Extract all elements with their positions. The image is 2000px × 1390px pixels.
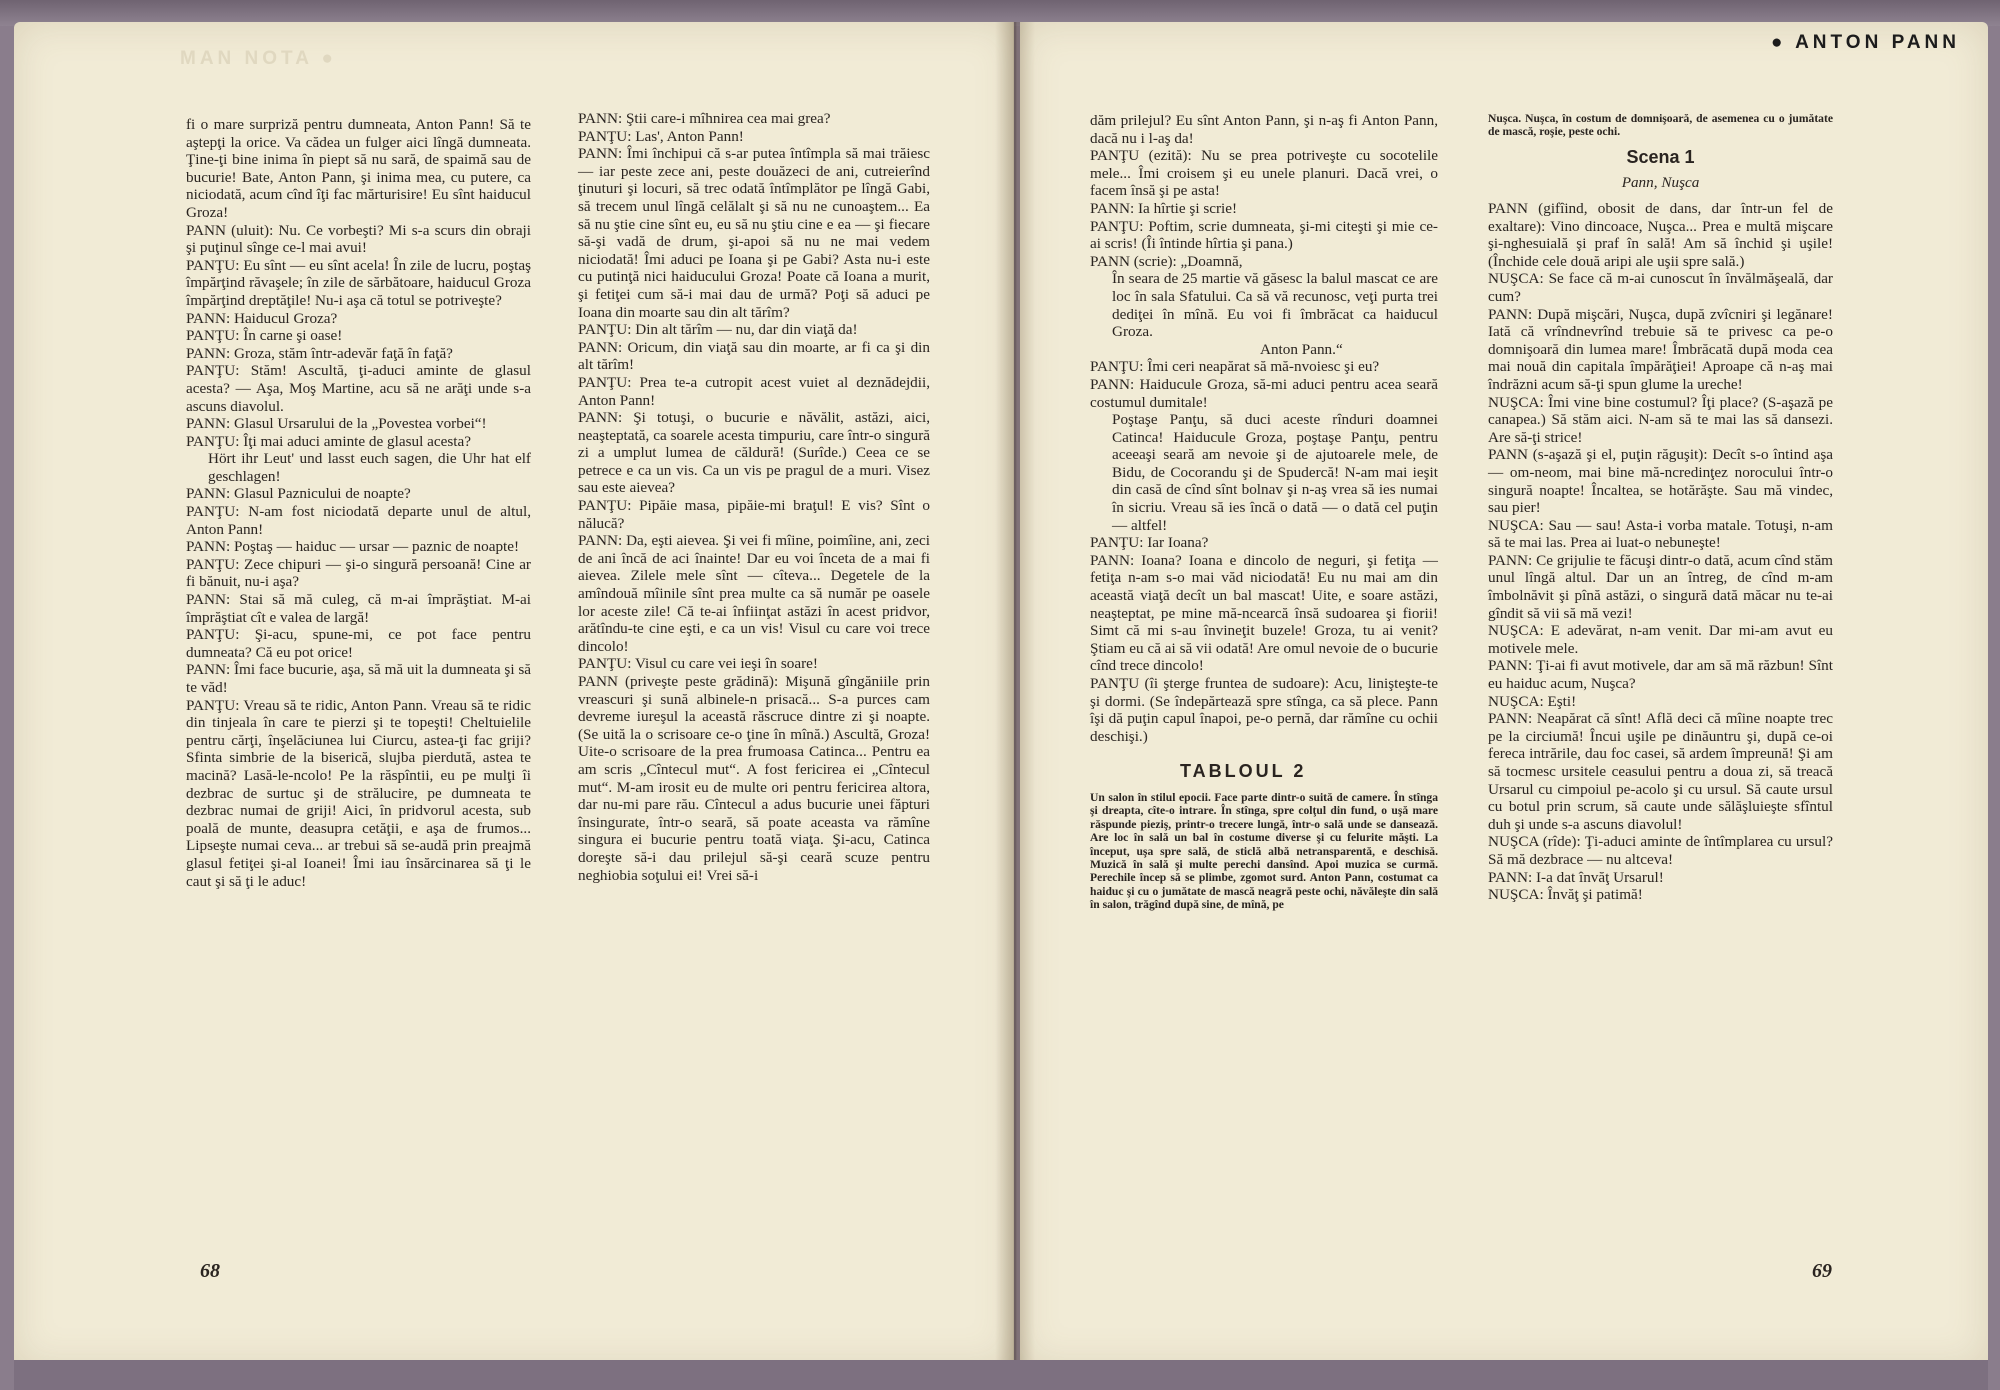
- paragraph: PANN (gifîind, obosit de dans, dar într-un fel de exaltare): Vino dincoace, Nuşca... Prea e multă mişcare şi-nghesuială şi praf în sală! Am să închid şi uşile! (Închide cele două aripi ale uşii spre sală.): [1488, 200, 1833, 270]
- paragraph: PANŢU: Îţi mai aduci aminte de glasul acesta?: [186, 432, 471, 450]
- page-number-right: 69: [1812, 1260, 1832, 1282]
- paragraph: NUŞCA (rîde): Ţi-aduci aminte de întîmplarea cu ursul? Să mă dezbrace — nu altceva!: [1488, 833, 1833, 868]
- paragraph: PANN (s-aşază şi el, puţin răguşit): Decît s-o întind aşa — om-neom, mai bine mă-ncredinţez norocului într-o singură noapte! Încaltea, se hotărăşte. Sau mă vindec, sau pier!: [1488, 446, 1833, 517]
- paragraph: PANN: Ia hîrtie şi scrie!: [1090, 199, 1238, 217]
- paragraph: PANŢU: Din alt tărîm — nu, dar din viaţă da!: [578, 321, 858, 339]
- column-2: [578, 110, 930, 884]
- paragraph: PANN: Neapărat că sînt! Află deci că mîine noapte trec pe la circiumă! Încui uşile pe dinăuntru şi, după ce-oi fereca intrările, dau foc casei, să ardem împreună! Şi am să tocmesc ursitele ceasului pentru a doua zi, să treacă Ursarul cu cimpoiul pe-acolo şi cu ursul. Să caute ursul cu botul prin scrum, să caute unde sălăşluieşte sfîntul duh şi unde s-a ascuns diavolul!: [1488, 710, 1833, 833]
- letter-body: În seara de 25 martie vă găsesc la balul mascat ce are loc în sala Sfatului. Ca să vă recunosc, veţi purta trei dediţei în mînă. Eu voi fi îmbrăcat ca haiducul Groza.: [1112, 270, 1438, 341]
- paragraph: dăm prilejul? Eu sînt Anton Pann, şi n-aş fi Anton Pann, dacă nu i l-aş da!: [1090, 112, 1438, 147]
- running-head: ● ANTON PANN: [1771, 32, 1960, 53]
- column-1: [186, 116, 531, 890]
- page-number-left: 68: [200, 1260, 220, 1282]
- paragraph: PANN: Îmi închipui că s-ar putea întîmpla să mai trăiesc — iar peste zece ani, peste douăzeci de ani, cutreierînd ţinuturi şi locuri, să trec odată întîmplător pe lîngă Gabi, să trecem unul lîngă celălalt şi să nu ne cunoaştem... Ea să nu ştie cine sînt eu, eu să nu ştiu cine e ea — şi fiecare să-şi vadă de drum, şi-apoi să nu ne mai vedem niciodată! Îmi aduci pe Ioana şi pe Gabi? Asta nu-i este cu putinţă nici haiducului Groza! Poate că Ioana a murit, şi fetiţei cum să-i mai dau de urmă? Poţi să aduci pe Ioana din moarte sau din alt tărîm?: [578, 145, 930, 321]
- ghost-running-head: MAN NOTA ●: [180, 48, 338, 69]
- paragraph: PANN: Glasul Paznicului de noapte?: [186, 485, 411, 503]
- song-verse: Hört ihr Leut' und lasst euch sagen, die Uhr hat elf geschlagen!: [208, 450, 531, 485]
- tablou-heading: TABLOUL 2: [1180, 761, 1307, 782]
- scene-characters: Pann, Nuşca: [1621, 174, 1700, 192]
- book-lower-edge: [14, 1360, 1988, 1390]
- paragraph: PANN (scrie): „Doamnă,: [1090, 252, 1243, 270]
- paragraph: PANŢU: Zece chipuri — şi-o singură persoană! Cine ar fi bănuit, nu-i aşa?: [186, 555, 531, 591]
- paragraph: PANN: Groza, stăm într-adevăr faţă în faţă?: [186, 344, 453, 362]
- paragraph: PANN: Poştaş — haiduc — ursar — paznic de noapte!: [186, 538, 520, 556]
- paragraph: NUŞCA: Îmi vine bine costumul? Îţi place? (S-aşază pe canapea.) Să stăm aici. N-am să te mai las să dansezi. Are să-ţi strice!: [1488, 393, 1833, 446]
- paragraph: fi o mare surpriză pentru dumneata, Anton Pann! Să te aştepţi la orice. Va cădea un fulger aici lîngă dumneata. Ţine-ţi bine inima în piept să nu sară, de spaimă sau de bucurie! Bate, Anton Pann, şi inima mea, cu putere, ca niciodată, acum cînd îţi fac mărturisire! Eu sînt haiducul Groza!: [186, 116, 531, 221]
- paragraph: PANŢU: Stăm! Ascultă, ţi-aduci aminte de glasul acesta? — Aşa, Moş Martine, acu să ne arăţi unde s-a ascuns diavolul.: [186, 362, 531, 415]
- paragraph: PANN: Haiducule Groza, să-mi aduci pentru acea seară costumul dumitale!: [1090, 375, 1438, 411]
- paragraph: PANN: Ţi-ai fi avut motivele, dar am să mă răzbun! Sînt eu haiduc acum, Nuşca?: [1488, 657, 1833, 693]
- paragraph: PANŢU: Poftim, scrie dumneata, şi-mi citeşti şi mie ce-ai scris! (Îi întinde hîrtia şi pana.): [1090, 217, 1438, 253]
- paragraph: PANŢU: N-am fost niciodată departe unul de altul, Anton Pann!: [186, 503, 531, 538]
- column-4: [1488, 112, 1833, 904]
- book-gutter: [995, 22, 1035, 1367]
- column-3: [1090, 112, 1438, 912]
- paragraph: PANN: Glasul Ursarului de la „Povestea vorbei“!: [186, 415, 487, 433]
- paragraph: PANN: Oricum, din viaţă sau din moarte, ar fi ca şi din alt tărîm!: [578, 338, 930, 374]
- paragraph: PANŢU: Prea te-a cutropit acest vuiet al deznădejdii, Anton Pann!: [578, 373, 930, 409]
- stage-direction: Nuşca. Nuşca, în costum de domnişoară, de asemenea cu o jumătate de mască, roşie, peste ochi.: [1488, 112, 1833, 139]
- paragraph: NUŞCA: Sau — sau! Asta-i vorba matale. Totuşi, n-am să te mai las. Prea ai luat-o nebuneşte!: [1488, 516, 1833, 552]
- paragraph: NUŞCA: Se face că m-ai cunoscut în învălmăşeală, dar cum?: [1488, 270, 1833, 305]
- paragraph: NUŞCA: Învăţ şi patimă!: [1488, 886, 1643, 904]
- paragraph: PANN: Ştii care-i mîhnirea cea mai grea?: [578, 110, 831, 127]
- paragraph: PANŢU: Las', Anton Pann!: [578, 127, 744, 145]
- stage-direction: Un salon în stilul epocii. Face parte dintr-o suită de camere. În stînga şi dreapta, cîte-o intrare. În stînga, spre colţul din fund, o uşă mare răspunde pieziş, printr-o trecere lungă, într-o sală unde se dansează. Are loc în sală un bal în costume diverse şi cu felurite măşti. La început, uşa spre sală, de sticlă albă netransparentă, e deschisă. Muzică în sală şi multe perechi dansînd. Apoi muzica se curmă. Perechile încep să se plimbe, zgomot surd. Anton Pann, costumat ca haiduc şi cu o jumătate de mască neagră peste ochi, năvăleşte din sală în salon, trăgînd după sine, de mînă, pe: [1090, 790, 1438, 912]
- paragraph: PANŢU: Iar Ioana?: [1090, 534, 1209, 552]
- paragraph: PANŢU: Şi-acu, spune-mi, ce pot face pentru dumneata? Că eu pot orice!: [186, 626, 531, 661]
- paragraph: PANŢU: Pipăie masa, pipăie-mi braţul! E vis? Sînt o nălucă?: [578, 497, 930, 532]
- paragraph: PANN (uluit): Nu. Ce vorbeşti? Mi s-a scurs din obraji şi puţinul sînge ce-l mai avui!: [186, 221, 531, 257]
- paragraph: PANN: Ce grijulie te făcuşi dintr-o dată, acum cînd stăm unul lîngă altul. Dar un an întreg, de cînd m-am îmbolnăvit şi pînă astăzi, o singură dată măcar nu te-ai gîndit să vii să mă vezi!: [1488, 551, 1833, 622]
- letter-signature: Anton Pann.“: [1260, 340, 1343, 358]
- paragraph: NUŞCA: Eşti!: [1488, 692, 1577, 710]
- paragraph: PANŢU (ezită): Nu se prea potriveşte cu socotelile mele... Îmi croisem şi eu unele planuri. Dacă vrei, o facem însă şi pe asta!: [1090, 147, 1438, 200]
- paragraph: PANN: Şi totuşi, o bucurie e năvălit, astăzi, aici, neaşteptată, ca soarele acesta timpuriu, care într-o singură zi a umplut lumea de căldură! (Surîde.) Ceea ce se petrece e ca un vis. Ca un vis pe pragul de a muri. Visez sau este aievea?: [578, 409, 930, 497]
- paragraph: PANN: I-a dat învăţ Ursarul!: [1488, 868, 1664, 886]
- paragraph: PANN: Ioana? Ioana e dincolo de neguri, şi fetiţa — fetiţa n-am s-o mai văd niciodată! Eu nu mai am din această viaţă decît un bal mascat! Uite, e soare astăzi, neaşteptat, pe mine mă-ncearcă însă sudoarea şi fiorii! Simt că mi s-au învineţit buzele! Groza, tu ai venit? Ştiam eu că ai să vii odată! Are omul nevoie de o bucurie cînd trece dincolo!: [1090, 551, 1438, 675]
- paragraph: PANN: Îmi face bucurie, aşa, să mă uit la dumneata şi să te văd!: [186, 661, 531, 696]
- paragraph: PANN: Stai să mă culeg, că m-ai împrăştiat. M-ai împrăştiat cît e valea de largă!: [186, 591, 531, 626]
- scene-heading: Scena 1: [1626, 146, 1695, 167]
- paragraph: PANŢU (îi şterge fruntea de sudoare): Acu, linişteşte-te şi dormi. (Se îndepărtează spre stînga, ca să plece. Pann îşi dă puţin capul înapoi, pe-o pernă, dar rămîne cu ochii deschişi.): [1090, 675, 1438, 745]
- paragraph: PANŢU: Vreau să te ridic, Anton Pann. Vreau să te ridic din tinjeala în care te pierzi şi te topeşti! Cheltuielile pentru cărţi, înşelăciunea lui Ciurcu, astea-ţi fac griji? Sfinta simbrie de la biserică, slujba pierdută, astea te macină? Lasă-le-ncolo! Pe la răspîntii, eu pe mulţi îi dezbrac de surtuc şi de strălucire, pe dumneata te dezbrac numai de griji! Aici, în pridvorul acesta, sub poală de munte, deasupra cetăţii, e aşa de frumos... Lipseşte numai ceva... ar trebui să se-audă prin preajmă glasul fetiţei şi-al Ioanei! Îmi iau însărcinarea să ţi le caut şi să ţi le aduc!: [186, 696, 531, 890]
- paragraph: PANŢU: În carne şi oase!: [186, 327, 343, 345]
- paragraph: PANN: Da, eşti aievea. Şi vei fi mîine, poimîine, ani, zeci de ani încă de aci înainte! Dar eu voi înceta de a mai fi aievea. Zilele mele sînt — cîteva... Degetele de la amîndouă mîinile sînt prea multe ca să număr pe oasele lor aceste zile! Că te-ai înfiinţat astăzi în acest pridvor, arătîndu-te cine eşti, e ca un vis! Visul cu care voi trece dincolo!: [578, 532, 930, 655]
- paragraph: PANN: Haiducul Groza?: [186, 309, 338, 327]
- paragraph: NUŞCA: E adevărat, n-am venit. Dar mi-am avut eu motivele mele.: [1488, 622, 1833, 657]
- paragraph: PANŢU: Eu sînt — eu sînt acela! În zile de lucru, poştaş împărţind răvaşele; în zile de sărbătoare, haiducul Groza împărţind dreptăţile! Nu-i aşa că totul se potriveşte?: [186, 256, 531, 309]
- paragraph: PANN (priveşte peste grădină): Mişună gîngăniile prin vreascuri şi sună albinele-n prisacă... S-a purces cam devreme iureşul la această răscruce dintre zi şi noapte. (Se uită la o scrisoare ce-o ţine în mînă.) Ascultă, Groza! Uite-o scrisoare de la prea frumoasa Catinca... Pentru ea am scris „Cîntecul mut“. A fost fericirea ei „Cîntecul mut“. M-am irosit eu de multe ori pentru fericirea altora, dar nu-mi pare rău. Cîntecul a adus bucurie unei făpturi însingurate, într-o seară, să poate aceasta va rămîne singura ei bucurie pentru toată viaţa. Şi-acu, Catinca doreşte să-i dau prilejul să-şi ceară scuze pentru neghiobia soţului ei! Vrei să-i: [578, 673, 930, 884]
- paragraph: PANŢU: Visul cu care vei ieşi în soare!: [578, 655, 818, 673]
- paragraph: PANN: După mişcări, Nuşca, după zvîcniri şi legănare! Iată că vrîndnevrînd trebuie să te privesc ca pe-o domnişoară din lumea mare! Îmbrăcată după moda cea mai nouă din capitala împărăţiei! Aproape că n-aş mai îndrăzni acum să-ţi spun glume la ureche!: [1488, 305, 1833, 393]
- paragraph: Poştaşe Panţu, să duci aceste rînduri doamnei Catinca! Haiducule Groza, poştaşe Panţu, pentru aceeaşi seară am nevoie şi de ajutoarele mele, de Bidu, de Cocorandu şi de Spudercă! N-am mai ieşit din casă de cînd sînt bolnav şi n-aş vrea să ies numai în sicriu. Vreau să ies încă o dată — o dată cel puţin — altfel!: [1112, 411, 1438, 534]
- paragraph: PANŢU: Îmi ceri neapărat să mă-nvoiesc şi eu?: [1090, 358, 1380, 376]
